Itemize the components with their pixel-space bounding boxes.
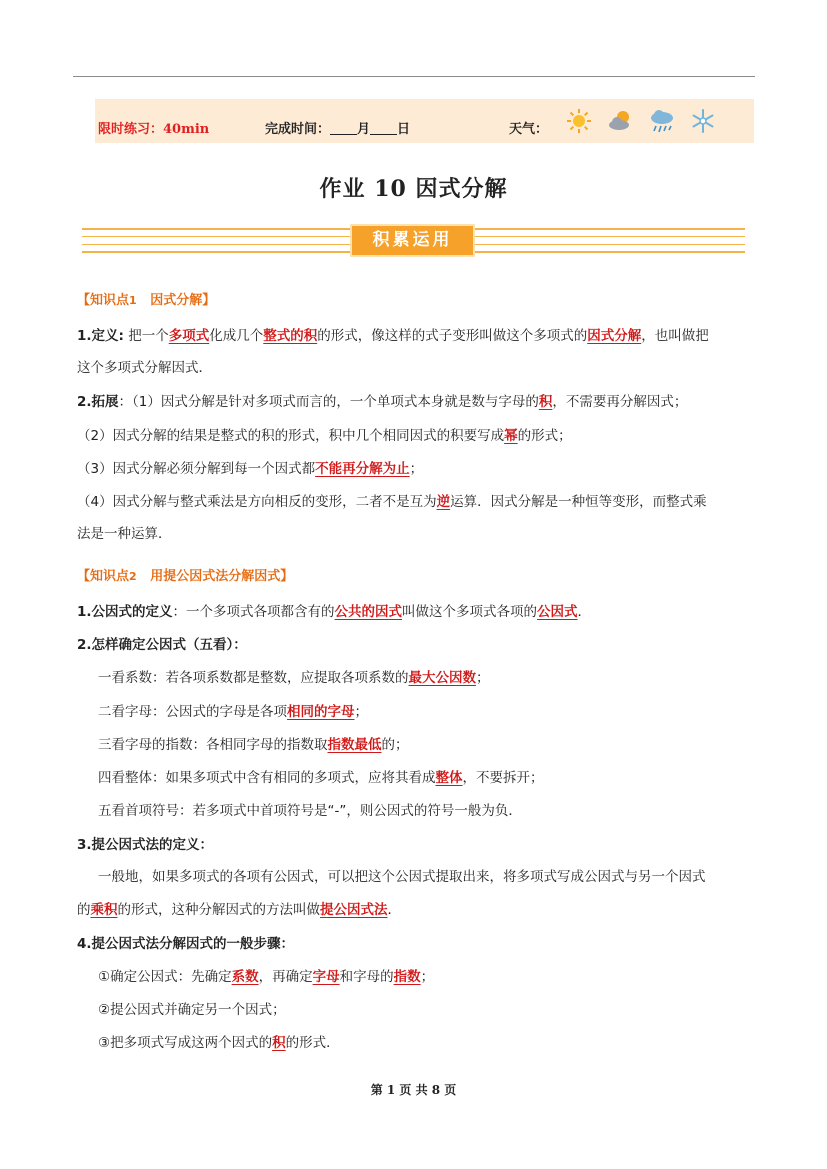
common-factor-definition <box>77 602 757 622</box>
kp-label: 【知识点 <box>77 569 130 584</box>
extension-point-2 <box>77 426 757 446</box>
keyword: 逆 <box>436 494 451 510</box>
keyword: 整式的积 <box>263 328 318 344</box>
method-definition-heading <box>77 835 757 855</box>
look-3 <box>98 735 778 755</box>
step-2 <box>98 1000 778 1020</box>
text: ，不需要再分解因式； <box>552 394 688 410</box>
text: 四看整体：如果多项式中含有相同的多项式，应将其看成 <box>98 770 436 786</box>
text: ． <box>387 902 401 918</box>
text: 和字母的 <box>339 969 394 985</box>
text: 的 <box>77 902 91 918</box>
extension-point-4 <box>77 492 757 512</box>
text: ，也叫做把 <box>641 328 709 344</box>
text: ①确定公因式：先确定 <box>98 969 232 985</box>
text: 的形式，这种分解因式的方法叫做 <box>117 902 320 918</box>
kp-label: 【知识点 <box>77 293 130 308</box>
keyword: 因式分解 <box>587 328 642 344</box>
text: 一般地，如果多项式的各项有公因式，可以把这个公因式提取出来，将多项式写成公因式与另一个因式 <box>98 869 706 885</box>
text: 的形式； <box>517 428 572 444</box>
knowledge-point-heading <box>77 565 293 584</box>
keyword: 乘积 <box>90 902 118 918</box>
text: ，不要拆开； <box>462 770 544 786</box>
extension-paragraph <box>77 392 757 412</box>
sunny-icon[interactable] <box>566 108 592 134</box>
step-3 <box>98 1033 778 1053</box>
keyword: 积 <box>538 394 553 410</box>
item-heading: 1.定义: <box>77 328 124 344</box>
definition-paragraph <box>77 326 757 346</box>
item-heading: 3.提公因式法的定义： <box>77 837 214 853</box>
text: （3）因式分解必须分解到每一个因式都 <box>77 461 316 477</box>
kp-title: 用提公因式法分解因式】 <box>150 569 294 584</box>
steps-heading <box>77 934 757 954</box>
keyword: 整体 <box>435 770 463 786</box>
text: 一看系数：若各项系数都是整数，应提取各项系数的 <box>98 670 409 686</box>
kp-number: 2 <box>129 570 137 583</box>
kp-number: 1 <box>129 294 137 307</box>
month-label: 月 <box>357 122 371 137</box>
look-1 <box>98 668 778 688</box>
text: 运算．因式分解是一种恒等变形，而整式乘 <box>450 494 707 510</box>
snow-icon[interactable] <box>690 108 716 134</box>
weather-label: 天气： <box>509 122 549 137</box>
extension-point-4-cont <box>77 524 757 544</box>
text: 把一个 <box>123 328 169 344</box>
text: ③把多项式写成这两个因式的 <box>98 1035 273 1051</box>
text: ：一个多项式各项都含有的 <box>172 604 335 620</box>
five-looks-heading <box>77 635 757 655</box>
time-limit: 限时练习：40min <box>98 122 210 137</box>
keyword: 相同的字母 <box>287 704 355 720</box>
text: 叫做这个多项式各项的 <box>402 604 538 620</box>
text: 三看字母的指数：各相同字母的指数取 <box>98 737 328 753</box>
look-2 <box>98 702 778 722</box>
text: ； <box>354 704 368 720</box>
header-bar <box>95 99 754 143</box>
text: ； <box>476 670 490 686</box>
method-definition-line2 <box>77 900 757 920</box>
item-heading: 2.拓展 <box>77 394 119 410</box>
text: ②提公因式并确定另一个因式； <box>98 1002 286 1018</box>
text: （2）因式分解的结果是整式的积的形式，积中几个相同因式的积要写成 <box>77 428 505 444</box>
text: 的形式． <box>285 1035 340 1051</box>
method-definition-line1 <box>98 867 778 887</box>
keyword: 幂 <box>504 428 518 444</box>
keyword: 公共的因式 <box>334 604 403 620</box>
page-footer: 第 1 页 共 8 页 <box>370 1083 457 1097</box>
keyword: 积 <box>272 1035 286 1051</box>
keyword: 指数 <box>393 969 421 985</box>
text: ； <box>420 969 435 985</box>
page-title: 作业 10 因式分解 <box>319 176 508 202</box>
keyword: 字母 <box>312 969 340 985</box>
keyword: 指数最低 <box>327 737 382 753</box>
extension-point-3 <box>77 459 757 479</box>
text: ，再确定 <box>258 969 313 985</box>
day-label: 日 <box>397 122 411 137</box>
keyword: 多项式 <box>168 328 210 344</box>
text: 的； <box>381 737 409 753</box>
top-rule <box>73 76 755 77</box>
keyword: 提公因式法 <box>320 902 388 918</box>
rain-icon[interactable] <box>649 108 675 134</box>
text: ：（1）因式分解是针对多项式而言的，一个单项式本身就是数与字母的 <box>118 394 539 410</box>
text: 二看字母：公因式的字母是各项 <box>98 704 287 720</box>
text: （4）因式分解与整式乘法是方向相反的变形，二者不是互为 <box>77 494 437 510</box>
text: 化成几个 <box>209 328 264 344</box>
step-1 <box>98 967 778 987</box>
partly-cloudy-icon[interactable] <box>608 108 634 134</box>
keyword: 系数 <box>231 969 259 985</box>
text: 法是一种运算． <box>77 526 172 542</box>
completion-label: 完成时间： <box>265 122 331 137</box>
knowledge-point-heading <box>77 289 215 308</box>
text: 五看首项符号：若多项式中首项符号是“-”，则公因式的符号一般为负． <box>98 803 522 819</box>
text: 这个多项式分解因式． <box>77 360 212 376</box>
day-blank <box>370 121 397 135</box>
item-heading: 4.提公因式法分解因式的一般步骤： <box>77 936 295 952</box>
completion-time <box>265 118 410 137</box>
look-5 <box>98 801 778 821</box>
look-4 <box>98 768 778 788</box>
item-heading: 2.怎样确定公因式（五看）： <box>77 637 247 653</box>
definition-paragraph-cont <box>77 358 757 378</box>
month-blank <box>330 121 357 135</box>
section-banner <box>350 224 475 257</box>
keyword: 最大公因数 <box>408 670 476 686</box>
keyword: 不能再分解为止 <box>315 461 410 477</box>
keyword: 公因式 <box>537 604 578 620</box>
text: 的形式，像这样的式子变形叫做这个多项式的 <box>317 328 588 344</box>
text: ． <box>577 604 592 620</box>
text: ； <box>409 461 424 477</box>
kp-title: 因式分解】 <box>150 293 216 308</box>
section-banner-text: 积累运用 <box>372 230 453 250</box>
item-heading: 1.公因式的定义 <box>77 604 173 620</box>
